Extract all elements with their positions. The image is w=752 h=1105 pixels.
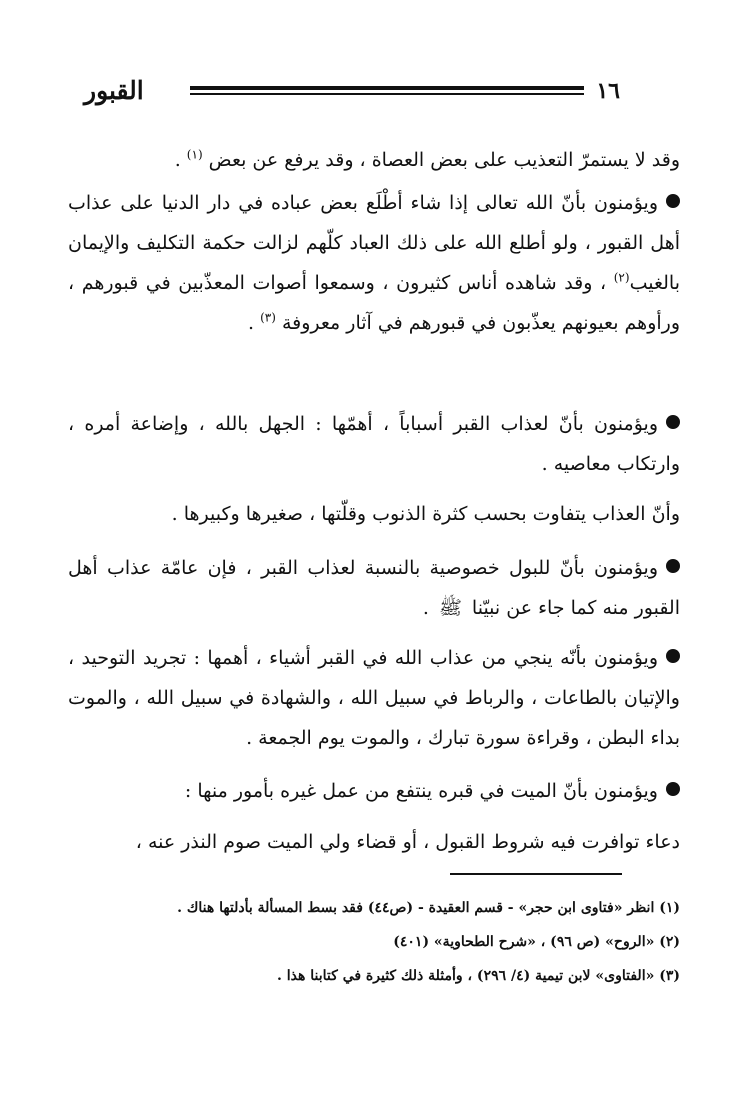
paragraph-8: دعاء توافرت فيه شروط القبول ، أو قضاء ولي الميت صوم النذر عنه ،	[135, 831, 680, 853]
header-rule	[190, 86, 584, 96]
footnote-ref-3: (٣)	[260, 310, 276, 325]
bullet-icon	[666, 194, 680, 208]
bullet-icon	[666, 559, 680, 573]
paragraph-7: ويؤمنون بأنّ الميت في قبره ينتفع من عمل غيره بأمور منها :	[68, 771, 680, 811]
footnote-2: (٢) «الروح» (ص ٩٦) ، «شرح الطحاوية» (٤٠١)	[393, 934, 680, 950]
page-number: ١٦	[596, 78, 620, 104]
bullet-icon	[666, 415, 680, 429]
footnote-separator	[450, 873, 622, 875]
footnote-3: (٣) «الفتاوى» لابن تيمية (٤/ ٢٩٦) ، وأمثلة ذلك كثيرة في كتابنا هذا .	[277, 968, 680, 984]
bullet-icon	[666, 649, 680, 663]
paragraph-6: ويؤمنون بأنّه ينجي من عذاب الله في القبر أشياء ، أهمها : تجريد التوحيد ، والإتيان بالطاعات ، والرباط في سبيل الله ، والشهادة في سبيل الله ، والموت بداء البطن ، وقراءة سورة تبارك ، والموت يوم الجمعة .	[68, 647, 680, 749]
footnotes	[68, 893, 680, 995]
paragraph-3: ويؤمنون بأنّ لعذاب القبر أسباباً ، أهمّها : الجهل بالله ، وإضاعة أمره ، وارتكاب معاصيه .	[68, 413, 680, 475]
paragraph-2: ويؤمنون بأنّ الله تعالى إذا شاء أطْلَع بعض عباده في دار الدنيا على عذاب أهل القبور ، ولو أطلع الله على ذلك العباد كلّهم لزالت حكمة التكليف والإيمان بالغيب$^{(٢)}$ ، وقد شاهده أناس كثيرون ، وسمعوا أصوات المعذّبين في قبورهم ، ورأوهم بعيونهم يعذّبون في قبورهم في آثار معروفة $^{(٣)}$ .	[68, 192, 680, 334]
paragraph-1: وقد لا يستمرّ التعذيب على بعض العصاة ، وقد يرفع عن بعض $^{(١)}$ .	[174, 147, 680, 171]
paragraph-5: ويؤمنون بأنّ للبول خصوصية بالنسبة لعذاب القبر ، فإن عامّة عذاب أهل القبور منه كما جاء عن نبيّنا ﷺ .	[68, 557, 680, 619]
salawat-ligature: ﷺ	[438, 597, 462, 619]
bullet-icon	[666, 782, 680, 796]
page-header	[72, 72, 632, 112]
footnote-ref-1: (١)	[186, 147, 203, 162]
footnote-ref-2: (٢)	[613, 270, 630, 285]
footnote-1: (١) انظر «فتاوى ابن حجر» - قسم العقيدة - (ص٤٤) فقد بسط المسألة بأدلتها هناك .	[177, 900, 680, 916]
running-title: القبور	[84, 76, 144, 105]
paragraph-4: وأنّ العذاب يتفاوت بحسب كثرة الذنوب وقلّتها ، صغيرها وكبيرها .	[171, 503, 680, 525]
